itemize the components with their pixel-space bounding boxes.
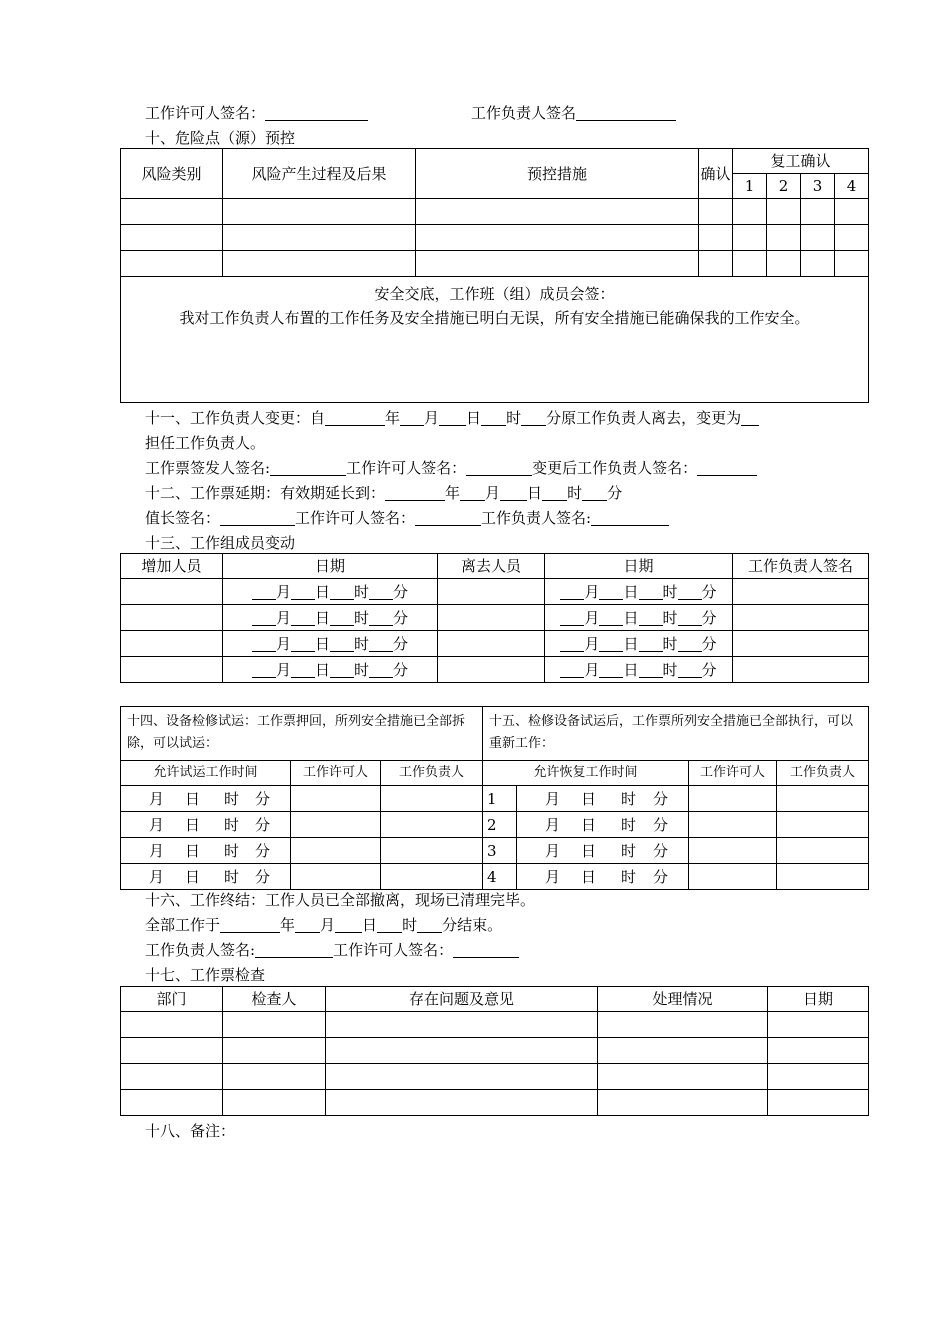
date-cell[interactable]: 月 日 时 分 — [517, 864, 689, 890]
row-number: 1 — [483, 786, 517, 812]
s14-permitter-header: 工作许可人 — [291, 761, 381, 786]
handling-header: 处理情况 — [598, 987, 768, 1012]
resume-col-header: 4 — [835, 174, 869, 199]
date-cell[interactable]: 月 日 时 分 — [223, 579, 438, 605]
date-cell[interactable]: 月 日 时 分 — [517, 786, 689, 812]
date-header: 日期 — [768, 987, 869, 1012]
new-leader-signature-field[interactable] — [697, 460, 757, 476]
safety-brief-text: 我对工作负责人布置的工作任务及安全措施已明白无误，所有安全措施已能确保我的工作安全。 — [179, 309, 810, 327]
leader-signature-header: 工作负责人签名 — [733, 554, 869, 579]
s11-line2: 担任工作负责人。 — [145, 434, 266, 452]
test-run-table — [120, 706, 869, 890]
s16-end-time-line: 全部工作于 年 月 日 时 分结束。 — [145, 916, 503, 934]
new-leader-field[interactable] — [741, 410, 759, 426]
table-row — [121, 838, 869, 864]
s16-signatures: 工作负责人签名: 工作许可人签名： — [145, 940, 519, 960]
s15-leader-header: 工作负责人 — [777, 761, 869, 786]
control-measures-header: 预控措施 — [416, 149, 699, 199]
s14-time-header: 允许试运工作时间 — [121, 761, 291, 786]
s14-title: 十四、设备检修试运：工作票押回，所列安全措施已全部拆除，可以试运： — [121, 707, 483, 761]
s18-remarks-title: 十八、备注： — [145, 1122, 236, 1140]
safety-brief-title: 安全交底，工作班（组）成员会签： — [374, 285, 615, 303]
s12-extension-line: 十二、工作票延期：有效期延长到： 年 月 日 时 分 — [145, 484, 623, 502]
permitter-signature-label: 工作许可人签名： — [145, 104, 266, 122]
date-cell[interactable]: 月 日 时 分 — [545, 631, 733, 657]
date-cell[interactable]: 月 日 时 分 — [223, 657, 438, 683]
s16-title: 十六、工作终结：工作人员已全部撤离，现场已清理完毕。 — [145, 891, 536, 909]
date-cell[interactable]: 月 日 时 分 — [121, 838, 291, 864]
department-header: 部门 — [121, 987, 223, 1012]
table-row — [121, 1090, 869, 1116]
table-row — [121, 605, 869, 631]
leader-signature-line — [471, 103, 676, 123]
issues-header: 存在问题及意见 — [326, 987, 598, 1012]
leader-signature-label: 工作负责人签名 — [471, 104, 577, 122]
table-row — [121, 1064, 869, 1090]
date-cell[interactable]: 月 日 时 分 — [517, 812, 689, 838]
table-row — [121, 1038, 869, 1064]
resume-col-header: 3 — [801, 174, 835, 199]
date-cell[interactable]: 月 日 时 分 — [545, 657, 733, 683]
resume-col-header: 1 — [733, 174, 767, 199]
table-row — [121, 225, 869, 251]
removed-member-header: 离去人员 — [438, 554, 545, 579]
s11-signatures: 工作票签发人签名: 工作许可人签名： 变更后工作负责人签名： — [145, 458, 757, 478]
s15-title: 十五、检修设备试运后，工作票所列安全措施已全部执行，可以重新工作： — [483, 707, 869, 761]
date-cell[interactable]: 月 日 时 分 — [545, 605, 733, 631]
duty-signature-field[interactable] — [220, 510, 295, 526]
table-row — [121, 631, 869, 657]
table-row — [121, 199, 869, 225]
risk-type-header: 风险类别 — [121, 149, 223, 199]
table-row — [121, 579, 869, 605]
date-cell[interactable]: 月 日 时 分 — [545, 579, 733, 605]
date-cell[interactable]: 月 日 时 分 — [517, 838, 689, 864]
table-row — [121, 786, 869, 812]
date-header: 日期 — [545, 554, 733, 579]
date-cell[interactable]: 月 日 时 分 — [223, 631, 438, 657]
table-row — [121, 1012, 869, 1038]
date-cell[interactable]: 月 日 时 分 — [121, 786, 291, 812]
date-header: 日期 — [223, 554, 438, 579]
permitter-signature-field[interactable] — [466, 460, 532, 476]
date-cell[interactable]: 月 日 时 分 — [121, 812, 291, 838]
table-row — [121, 864, 869, 890]
table-row — [121, 812, 869, 838]
s13-title: 十三、工作组成员变动 — [145, 534, 296, 552]
s12-signatures: 值长签名： 工作许可人签名： 工作负责人签名: — [145, 508, 669, 528]
s14-leader-header: 工作负责人 — [381, 761, 483, 786]
ticket-check-table — [120, 986, 869, 1116]
member-change-table — [120, 553, 869, 683]
row-number: 3 — [483, 838, 517, 864]
table-row — [121, 251, 869, 277]
s10-title: 十、危险点（源）预控 — [145, 129, 296, 147]
date-cell[interactable]: 月 日 时 分 — [223, 605, 438, 631]
permitter-signature-field[interactable] — [265, 105, 368, 121]
row-number: 2 — [483, 812, 517, 838]
resume-confirm-header: 复工确认 — [733, 149, 869, 174]
issuer-signature-field[interactable] — [270, 460, 346, 476]
top-signature-line — [145, 103, 368, 123]
risk-control-table — [120, 148, 869, 403]
row-number: 4 — [483, 864, 517, 890]
date-cell[interactable]: 月 日 时 分 — [121, 864, 291, 890]
s17-title: 十七、工作票检查 — [145, 966, 266, 984]
safety-brief-cell[interactable] — [121, 277, 869, 403]
s11-year-field[interactable] — [325, 410, 385, 426]
leader-signature-field[interactable] — [576, 105, 676, 121]
table-row — [121, 657, 869, 683]
confirm-header: 确认 — [699, 149, 733, 199]
added-member-header: 增加人员 — [121, 554, 223, 579]
s11-change-line: 十一、工作负责人变更：自 年 月 日 时 分原工作负责人离去，变更为 — [145, 408, 759, 428]
risk-process-header: 风险产生过程及后果 — [223, 149, 416, 199]
inspector-header: 检查人 — [223, 987, 326, 1012]
s15-permitter-header: 工作许可人 — [689, 761, 777, 786]
resume-col-header: 2 — [767, 174, 801, 199]
s15-time-header: 允许恢复工作时间 — [483, 761, 689, 786]
